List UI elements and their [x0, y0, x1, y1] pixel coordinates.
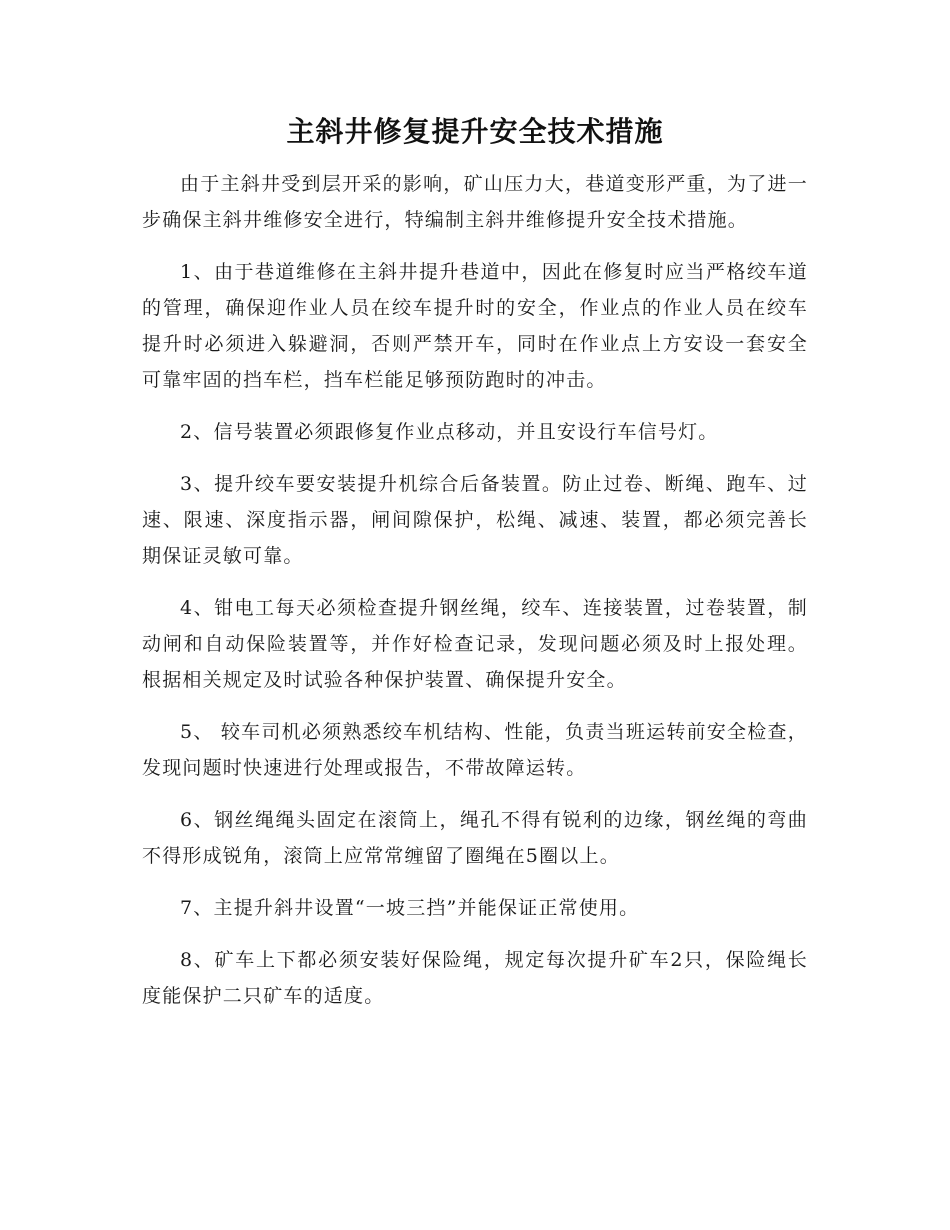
measure-2-paragraph: 2、信号装置必须跟修复作业点移动，并且安设行车信号灯。: [180, 421, 719, 443]
measure-7-paragraph: 7、主提升斜井设置“一坡三挡”并能保证正常使用。: [180, 897, 640, 919]
measure-1-paragraph: 1、由于巷道维修在主斜井提升巷道中，因此在修复时应当严格绞车道的管理，确保迎作业人员在绞车提升时的安全，作业点的作业人员在绞车提升时必须进入躲避洞，否则严禁开车，同时在作业点上方安设一套安全可靠牢固的挡车栏，挡车栏能足够预防跑时的冲击。: [142, 261, 808, 391]
measure-4-paragraph: 4、钳电工每天必须检查提升钢丝绳，绞车、连接装置，过卷装置，制动闸和自动保险装置等，并作好检查记录，发现问题必须及时上报处理。根据相关规定及时试验各种保护装置、确保提升安全。: [142, 597, 808, 691]
document-body: [142, 166, 808, 1030]
measure-5-paragraph: 5、 较车司机必须熟悉绞车机结构、性能，负责当班运转前安全检查，发现问题时快速进行处理或报告，不带故障运转。: [142, 721, 808, 779]
document-title: 主斜井修复提升安全技术措施: [286, 115, 664, 148]
measure-6-paragraph: 6、钢丝绳绳头固定在滚筒上，绳孔不得有锐利的边缘，钢丝绳的弯曲不得形成锐角，滚筒上应常常缠留了圈绳在5圈以上。: [142, 809, 808, 867]
intro-paragraph: 由于主斜井受到层开采的影响，矿山压力大，巷道变形严重，为了进一步确保主斜井维修安全进行，特编制主斜井维修提升安全技术措施。: [142, 173, 808, 231]
measure-8-paragraph: 8、矿车上下都必须安装好保险绳，规定每次提升矿车2只，保险绳长度能保护二只矿车的适度。: [142, 949, 808, 1007]
measure-3-paragraph: 3、提升绞车要安装提升机综合后备装置。防止过卷、断绳、跑车、过速、限速、深度指示器，闸间隙保护，松绳、减速、装置，都必须完善长期保证灵敏可靠。: [142, 473, 808, 567]
